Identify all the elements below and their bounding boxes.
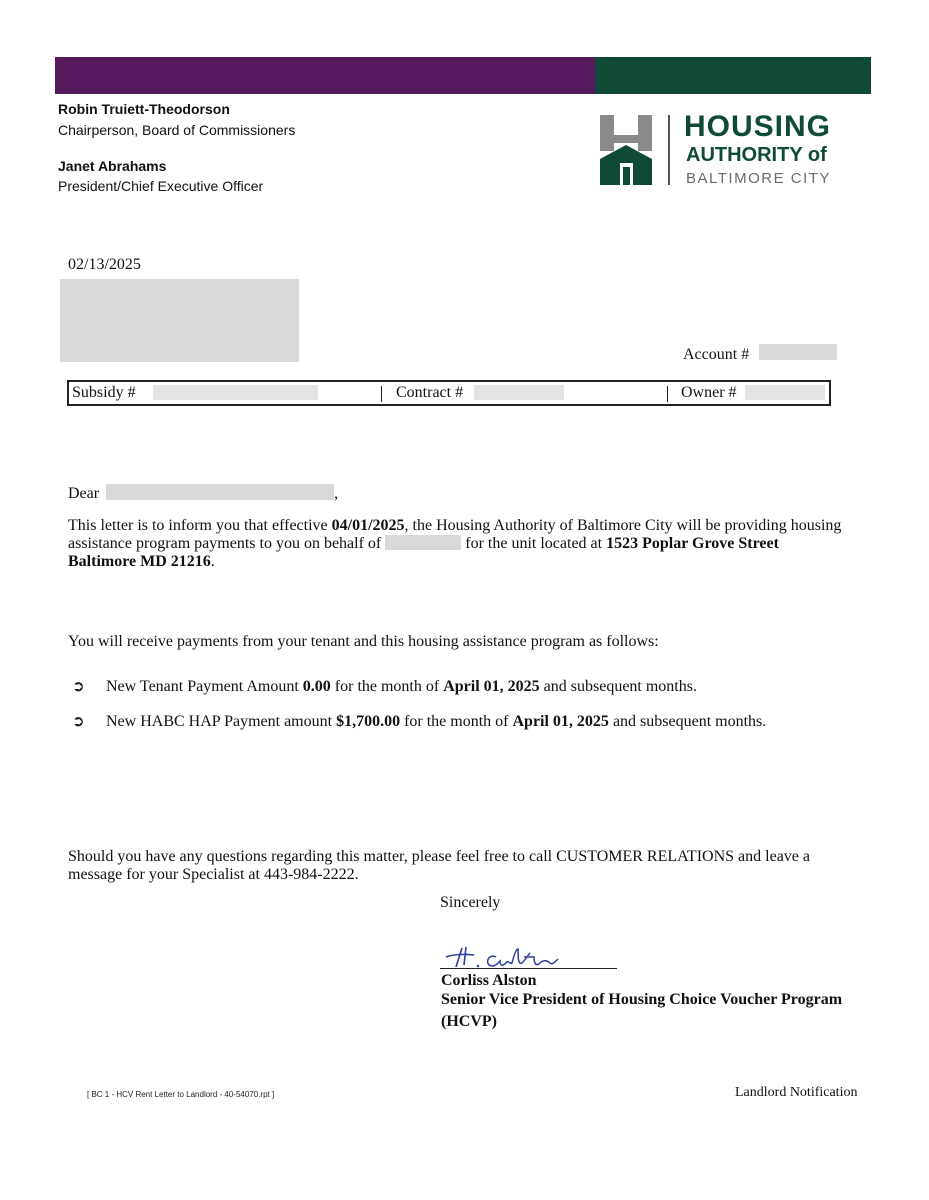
document-type-label: Landlord Notification	[735, 1085, 858, 1100]
logo-line-housing: HOUSING	[684, 110, 832, 143]
paragraph-text: for the unit located at	[461, 535, 607, 552]
arrow-bullet-icon: ➲	[72, 712, 85, 730]
unit-address: 1523 Poplar Grove Street Baltimore MD 21216	[68, 535, 779, 570]
officer-name: Robin Truiett-Theodorson	[58, 101, 230, 117]
payment-text: and subsequent months.	[539, 678, 697, 695]
paragraph-text: .	[210, 553, 215, 570]
owner-label: Owner #	[681, 384, 737, 401]
logo-divider	[668, 115, 670, 185]
paragraph-text: , the Housing Authority of Baltimore City will be providing housing assistance program payments to you on behalf of	[68, 517, 842, 552]
redacted-address-block	[60, 279, 299, 362]
payment-text: New HABC HAP Payment amount	[106, 713, 337, 730]
payment-month: April 01, 2025	[443, 678, 540, 695]
logo-line-authority: AUTHORITY of	[686, 144, 827, 166]
signer-name: Corliss Alston	[441, 972, 537, 989]
payment-item	[72, 712, 766, 731]
table-divider	[667, 386, 668, 402]
housing-authority-house-icon	[600, 115, 652, 185]
arrow-bullet-icon: ➲	[72, 677, 85, 695]
officer-title: Chairperson, Board of Commissioners	[58, 122, 296, 138]
effective-date: 04/01/2025	[331, 517, 405, 534]
logo-line-baltimore: BALTIMORE CITY	[686, 170, 831, 187]
closing: Sincerely	[440, 894, 501, 911]
account-label: Account #	[683, 346, 750, 363]
report-code: [ BC 1 - HCV Rent Letter to Landlord - 40-54070.rpt ]	[87, 1090, 275, 1099]
signer-title: Senior Vice President of Housing Choice Voucher Program	[441, 991, 843, 1008]
letter-date: 02/13/2025	[68, 256, 141, 273]
redacted-tenant-name	[385, 535, 461, 550]
payment-item	[72, 677, 697, 696]
paragraph-text: This letter is to inform you that effective	[68, 517, 332, 534]
payment-text: for the month of	[400, 713, 513, 730]
subsidy-label: Subsidy #	[72, 384, 136, 401]
contact-paragraph: Should you have any questions regarding this matter, please feel free to call CUSTOMER RELATIONS and leave a message for your Specialist at 443-984-2222.	[68, 848, 810, 883]
id-table	[67, 380, 831, 406]
payment-text: New Tenant Payment Amount	[106, 678, 303, 695]
redacted-contract-number	[474, 385, 564, 400]
salutation	[68, 484, 338, 503]
signer-title-abbrev: (HCVP)	[441, 1013, 497, 1030]
salutation-dear: Dear	[68, 485, 100, 502]
payment-amount: $1,700.00	[336, 713, 401, 730]
redacted-account-number	[759, 344, 837, 360]
header-band-purple	[55, 57, 595, 94]
officer-title: President/Chief Executive Officer	[58, 178, 264, 194]
contract-label: Contract #	[396, 384, 464, 401]
header-band-green	[595, 57, 871, 94]
payment-month: April 01, 2025	[512, 713, 609, 730]
salutation-comma: ,	[334, 485, 339, 502]
payment-text: and subsequent months.	[608, 713, 767, 730]
redacted-recipient-name	[106, 484, 334, 500]
payment-amount: 0.00	[302, 678, 331, 695]
payment-text: for the month of	[330, 678, 444, 695]
payments-intro: You will receive payments from your tenant and this housing assistance program as follows:	[68, 633, 659, 650]
redacted-subsidy-number	[153, 385, 318, 400]
signature-line	[440, 968, 617, 969]
table-divider	[381, 386, 382, 402]
notice-paragraph	[68, 517, 843, 571]
officer-name: Janet Abrahams	[58, 158, 167, 174]
redacted-owner-number	[745, 385, 825, 400]
